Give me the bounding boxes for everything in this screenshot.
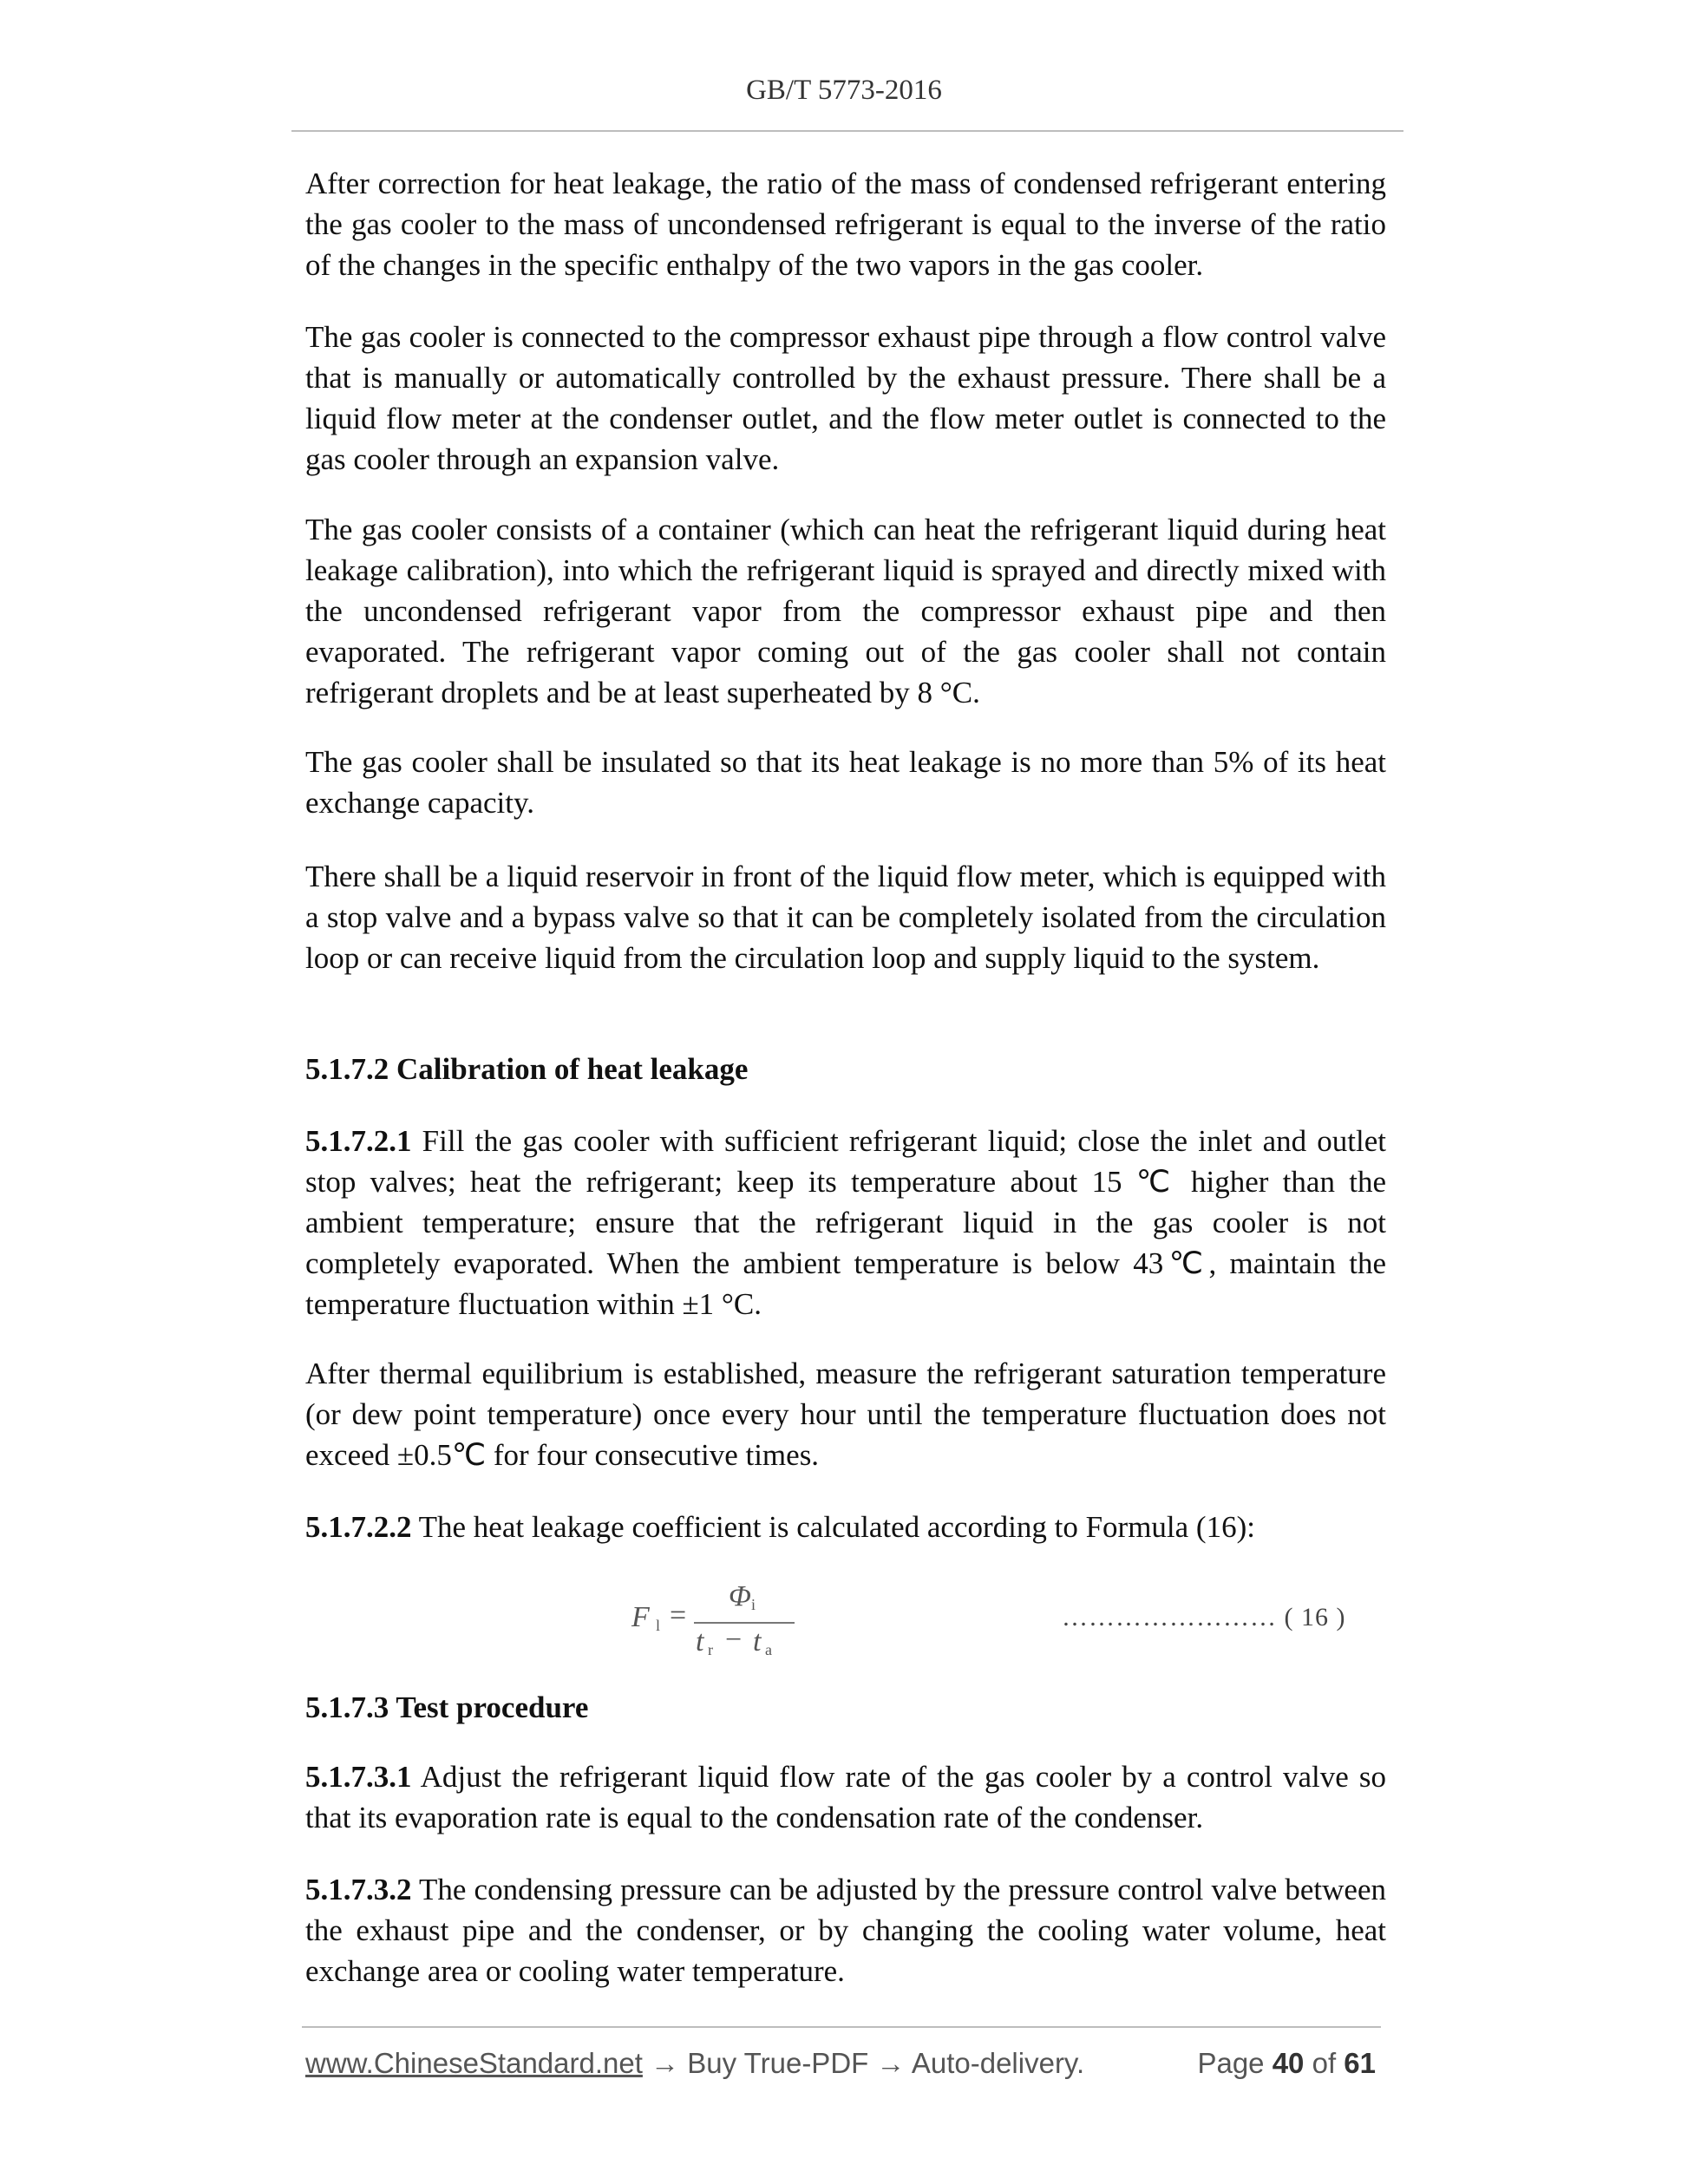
clause-number: 5.1.7.3.1	[305, 1760, 412, 1794]
paragraph-gas-cooler-container: The gas cooler consists of a container (which can heat the refrigerant liquid during heat leakage calibration), into which the refrigerant liquid is sprayed and directly mixed with the uncondensed refrigerant vapor from the compressor exhaust pipe and then evaporated. The refrigerant vapor coming out of the gas cooler shall not contain refrigerant droplets and be at least superheated by 8 °C.	[305, 513, 1386, 709]
paragraph-insulation: The gas cooler shall be insulated so that its heat leakage is no more than 5% of its heat exchange capacity.	[305, 745, 1386, 820]
paragraph-liquid-reservoir: There shall be a liquid reservoir in front of the liquid flow meter, which is equipped with a stop valve and a bypass valve so that it can be completely isolated from the circulation loop or can receive liquid from the circulation loop and supply liquid to the system.	[305, 860, 1386, 975]
arrow-right-icon: →	[868, 2047, 912, 2079]
formula-lhs-var: F	[631, 1601, 650, 1633]
clause-text: The heat leakage coefficient is calculated according to Formula (16):	[411, 1510, 1255, 1544]
formula-lhs-sub: l	[656, 1617, 661, 1634]
footer-promo	[305, 2047, 1084, 2080]
header-divider	[291, 130, 1403, 132]
clause-number: 5.1.7.2.2	[305, 1510, 412, 1544]
page-label: Page	[1197, 2047, 1273, 2079]
of-label: of	[1304, 2047, 1345, 2079]
chinesestandard-link[interactable]: www.ChineseStandard.net	[305, 2047, 643, 2079]
formula-fraction-bar	[694, 1622, 795, 1624]
clause-5173-1	[305, 1756, 1386, 1838]
clause-number: 5.1.7.2.1	[305, 1124, 412, 1158]
clause-5172-2	[305, 1507, 1386, 1547]
paragraph-heat-leak-correction: After correction for heat leakage, the ratio of the mass of condensed refrigerant entering the gas cooler to the mass of uncondensed refrigerant is equal to the inverse of the ratio of the changes in the specific enthalpy of the two vapors in the gas cooler.	[305, 167, 1386, 282]
formula-16	[625, 1580, 815, 1664]
heading-5172-calibration: 5.1.7.2 Calibration of heat leakage	[305, 1052, 749, 1086]
arrow-right-icon: →	[642, 2047, 688, 2079]
formula-den-sub-1: r	[708, 1641, 713, 1658]
total-page-count: 61	[1344, 2047, 1376, 2079]
footer-divider	[302, 2026, 1381, 2028]
heading-5173-test-procedure: 5.1.7.3 Test procedure	[305, 1690, 589, 1724]
clause-5172-1	[305, 1121, 1386, 1324]
formula-den-var-2: t	[753, 1625, 762, 1658]
auto-delivery-text: Auto-delivery.	[911, 2047, 1085, 2079]
clause-number: 5.1.7.3.2	[305, 1873, 412, 1906]
clause-text: Adjust the refrigerant liquid flow rate of the gas cooler by a control valve so that its evaporation rate is equal to the condensation rate of the condenser.	[305, 1760, 1386, 1834]
formula-reference-number: …………………… ( 16 )	[1062, 1603, 1346, 1631]
formula-den-var-1: t	[696, 1625, 704, 1658]
formula-numerator-var: Φ	[729, 1580, 751, 1612]
clause-text: The condensing pressure can be adjusted by the pressure control valve between the exhaust pipe and the condenser, or by changing the cooling water volume, heat exchange area or cooling water temperature.	[305, 1873, 1386, 1988]
paragraph-gas-cooler-connection: The gas cooler is connected to the compressor exhaust pipe through a flow control valve that is manually or automatically controlled by the exhaust pressure. There shall be a liquid flow meter at the condenser outlet, and the flow meter outlet is connected to the gas cooler through an expansion valve.	[305, 320, 1386, 476]
document-id-header: GB/T 5773-2016	[746, 75, 942, 106]
paragraph-thermal-equilibrium: After thermal equilibrium is established, measure the refrigerant saturation temperature (or dew point temperature) once every hour until the temperature fluctuation does not exceed ±0.5℃ for four consecutive times.	[305, 1357, 1386, 1472]
clause-5173-2	[305, 1869, 1386, 1991]
formula-minus: −	[725, 1624, 743, 1656]
clause-text: Fill the gas cooler with sufficient refrigerant liquid; close the inlet and outlet stop valves; heat the refrigerant; keep its temperature about 15 ℃ higher than the ambient temperature; ensure that the refrigerant liquid in the gas cooler is not completely evaporated. When the ambient temperature is below 43℃, maintain the temperature fluctuation within ±1 °C.	[305, 1124, 1386, 1321]
formula-numerator-sub: i	[751, 1596, 756, 1613]
formula-den-sub-2: a	[765, 1641, 772, 1658]
current-page-number: 40	[1272, 2047, 1305, 2079]
page-footer	[305, 2047, 1381, 2087]
page-indicator	[1197, 2047, 1376, 2080]
buy-true-pdf-text: Buy True-PDF	[687, 2047, 869, 2079]
formula-equals: =	[670, 1599, 687, 1631]
